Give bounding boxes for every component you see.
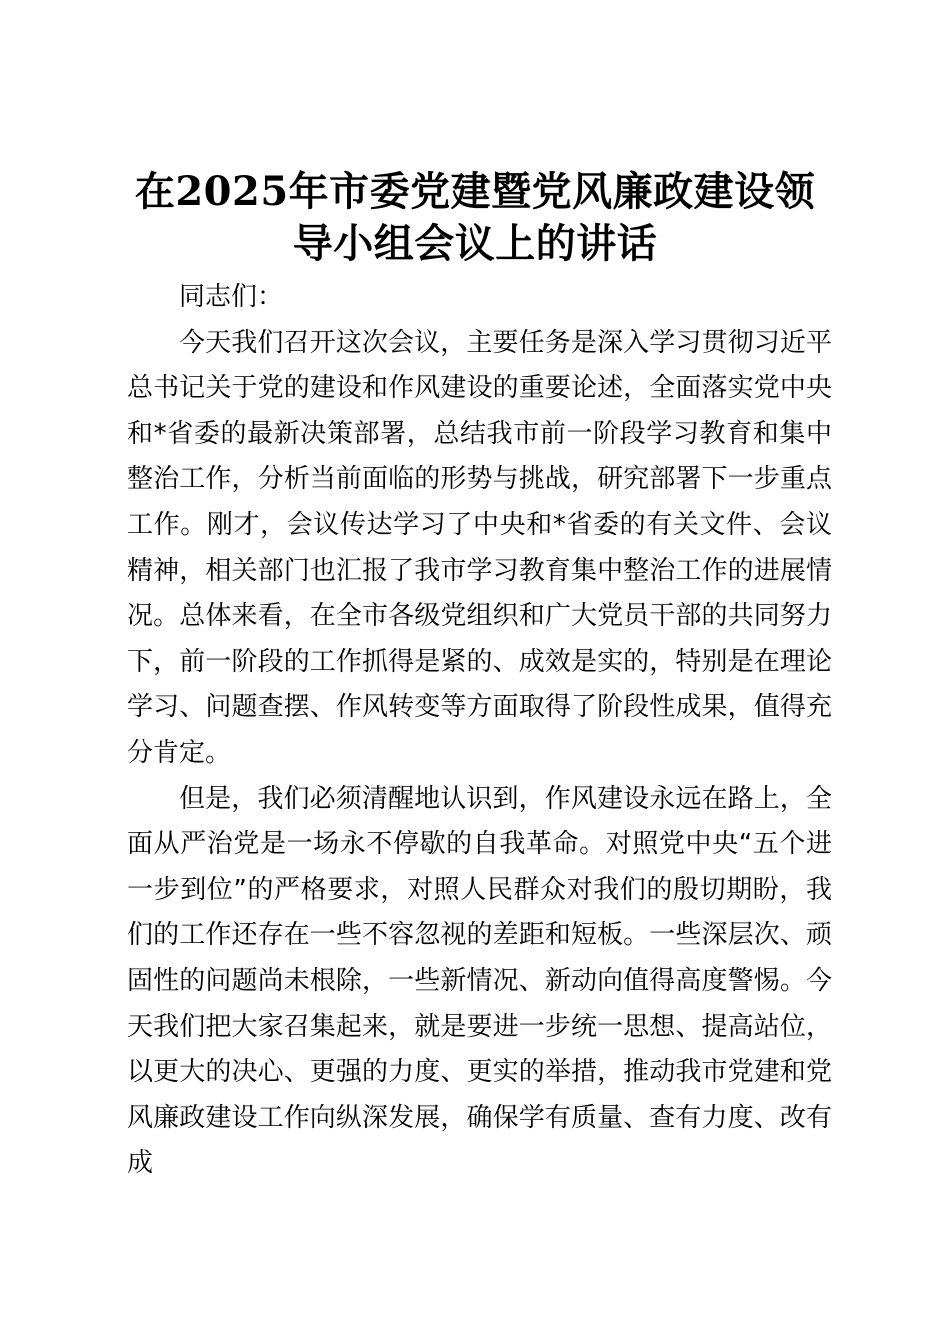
document-body bbox=[127, 275, 832, 1187]
paragraph-2: 但是，我们必须清醒地认识到，作风建设永远在路上，全面从严治党是一场永不停歇的自我革命。对照党中央“五个进一步到位”的严格要求，对照人民群众对我们的殷切期盼，我们的工作还存在一些不容忽视的差距和短板。一些深层次、顽固性的问题尚未根除，一些新情况、新动向值得高度警惕。今天我们把大家召集起来，就是要进一步统一思想、提高站位，以更大的决心、更强的力度、更实的举措，推动我市党建和党风廉政建设工作向纵深发展，确保学有质量、查有力度、改有成 bbox=[127, 783, 832, 1179]
document-title: 在2025年市委党建暨党风廉政建设领导小组会议上的讲话 bbox=[134, 168, 816, 267]
salutation: 同志们： bbox=[179, 282, 284, 312]
paragraph-1: 今天我们召开这次会议，主要任务是深入学习贯彻习近平总书记关于党的建设和作风建设的重要论述，全面落实党中央和*省委的最新决策部署，总结我市前一阶段学习教育和集中整治工作，分析当前面临的形势与挑战，研究部署下一步重点工作。刚才，会议传达学习了中央和*省委的有关文件、会议精神，相关部门也汇报了我市学习教育集中整治工作的进展情况。总体来看，在全市各级党组织和广大党员干部的共同努力下，前一阶段的工作抓得是紧的、成效是实的，特别是在理论学习、问题查摆、作风转变等方面取得了阶段性成果，值得充分肯定。 bbox=[127, 327, 832, 768]
